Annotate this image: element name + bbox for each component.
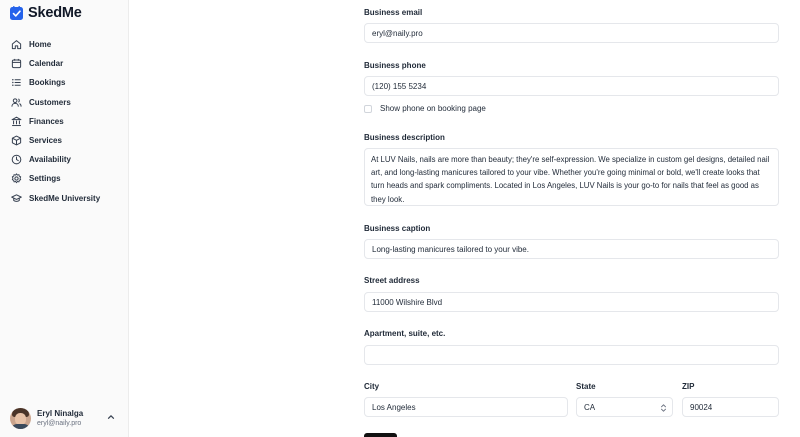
business-description-textarea[interactable]: At LUV Nails, nails are more than beauty; they're self-expression. We specialize in custom gel designs, detailed nail art, and long-lasting manicures tailored to your vibe. Whether you're going minimal or bold, we'll create looks that turn heads and spark compliments. Located in Los Angeles, LUV Nails is your go-to for nails that feel as good as they look. (364, 148, 779, 206)
sidebar-item-home[interactable] (0, 35, 129, 54)
city-field[interactable]: Los Angeles (364, 397, 568, 417)
sidebar-item-services[interactable] (0, 131, 129, 150)
sidebar-nav (0, 35, 129, 208)
users-icon (11, 97, 22, 108)
show-phone-checkbox[interactable] (364, 105, 372, 113)
user-menu[interactable] (10, 405, 120, 431)
apartment-label: Apartment, suite, etc. (364, 329, 446, 338)
sidebar-item-customers[interactable] (0, 93, 129, 112)
sidebar-item-availability[interactable] (0, 150, 129, 169)
user-name: Eryl Ninalga (37, 408, 84, 418)
apartment-field[interactable] (364, 345, 779, 365)
street-address-field[interactable]: 11000 Wilshire Blvd (364, 292, 779, 312)
sidebar-item-label: Home (29, 40, 52, 50)
street-address-label: Street address (364, 276, 420, 285)
business-email-label: Business email (364, 8, 423, 17)
sidebar-item-label: Finances (29, 116, 64, 126)
zip-field[interactable]: 90024 (682, 397, 779, 417)
chevron-up-icon[interactable] (106, 412, 116, 422)
sidebar-item-label: Customers (29, 97, 71, 107)
business-email-field[interactable]: eryl@naily.pro (364, 23, 779, 43)
sidebar-item-label: Calendar (29, 59, 64, 69)
sidebar-item-settings[interactable] (0, 169, 129, 188)
list-icon (11, 77, 22, 88)
business-description-label: Business description (364, 133, 445, 142)
city-label: City (364, 382, 380, 391)
avatar (10, 408, 31, 429)
app-name: SkedMe (28, 5, 82, 21)
sidebar-item-label: Settings (29, 174, 61, 184)
checkbox-logo-icon (10, 6, 24, 20)
business-caption-field[interactable]: Long-lasting manicures tailored to your vibe. (364, 239, 779, 259)
sidebar (0, 0, 129, 437)
state-value: CA (584, 402, 596, 412)
sidebar-item-label: SkedMe University (29, 193, 101, 203)
state-label: State (576, 382, 596, 391)
user-email: eryl@naily.pro (37, 419, 82, 427)
business-phone-label: Business phone (364, 61, 426, 70)
select-arrows-icon (660, 403, 667, 413)
brand[interactable] (10, 5, 82, 21)
state-select[interactable] (576, 397, 673, 417)
box-icon (11, 135, 22, 146)
sidebar-item-finances[interactable] (0, 112, 129, 131)
show-phone-row[interactable] (364, 104, 486, 113)
business-caption-label: Business caption (364, 224, 431, 233)
sidebar-item-label: Availability (29, 155, 71, 165)
gear-icon (11, 173, 22, 184)
show-phone-label: Show phone on booking page (380, 104, 486, 113)
sidebar-item-skedme-university[interactable] (0, 189, 129, 208)
sidebar-item-bookings[interactable] (0, 73, 129, 92)
home-icon (11, 39, 22, 50)
sidebar-item-label: Bookings (29, 78, 66, 88)
zip-label: ZIP (682, 382, 695, 391)
bank-icon (11, 116, 22, 127)
sidebar-item-calendar[interactable] (0, 54, 129, 73)
save-button[interactable] (364, 433, 397, 437)
sidebar-item-label: Services (29, 136, 62, 146)
graduation-cap-icon (11, 193, 22, 204)
clock-icon (11, 154, 22, 165)
calendar-icon (11, 58, 22, 69)
business-phone-field[interactable]: (120) 155 5234 (364, 76, 779, 96)
